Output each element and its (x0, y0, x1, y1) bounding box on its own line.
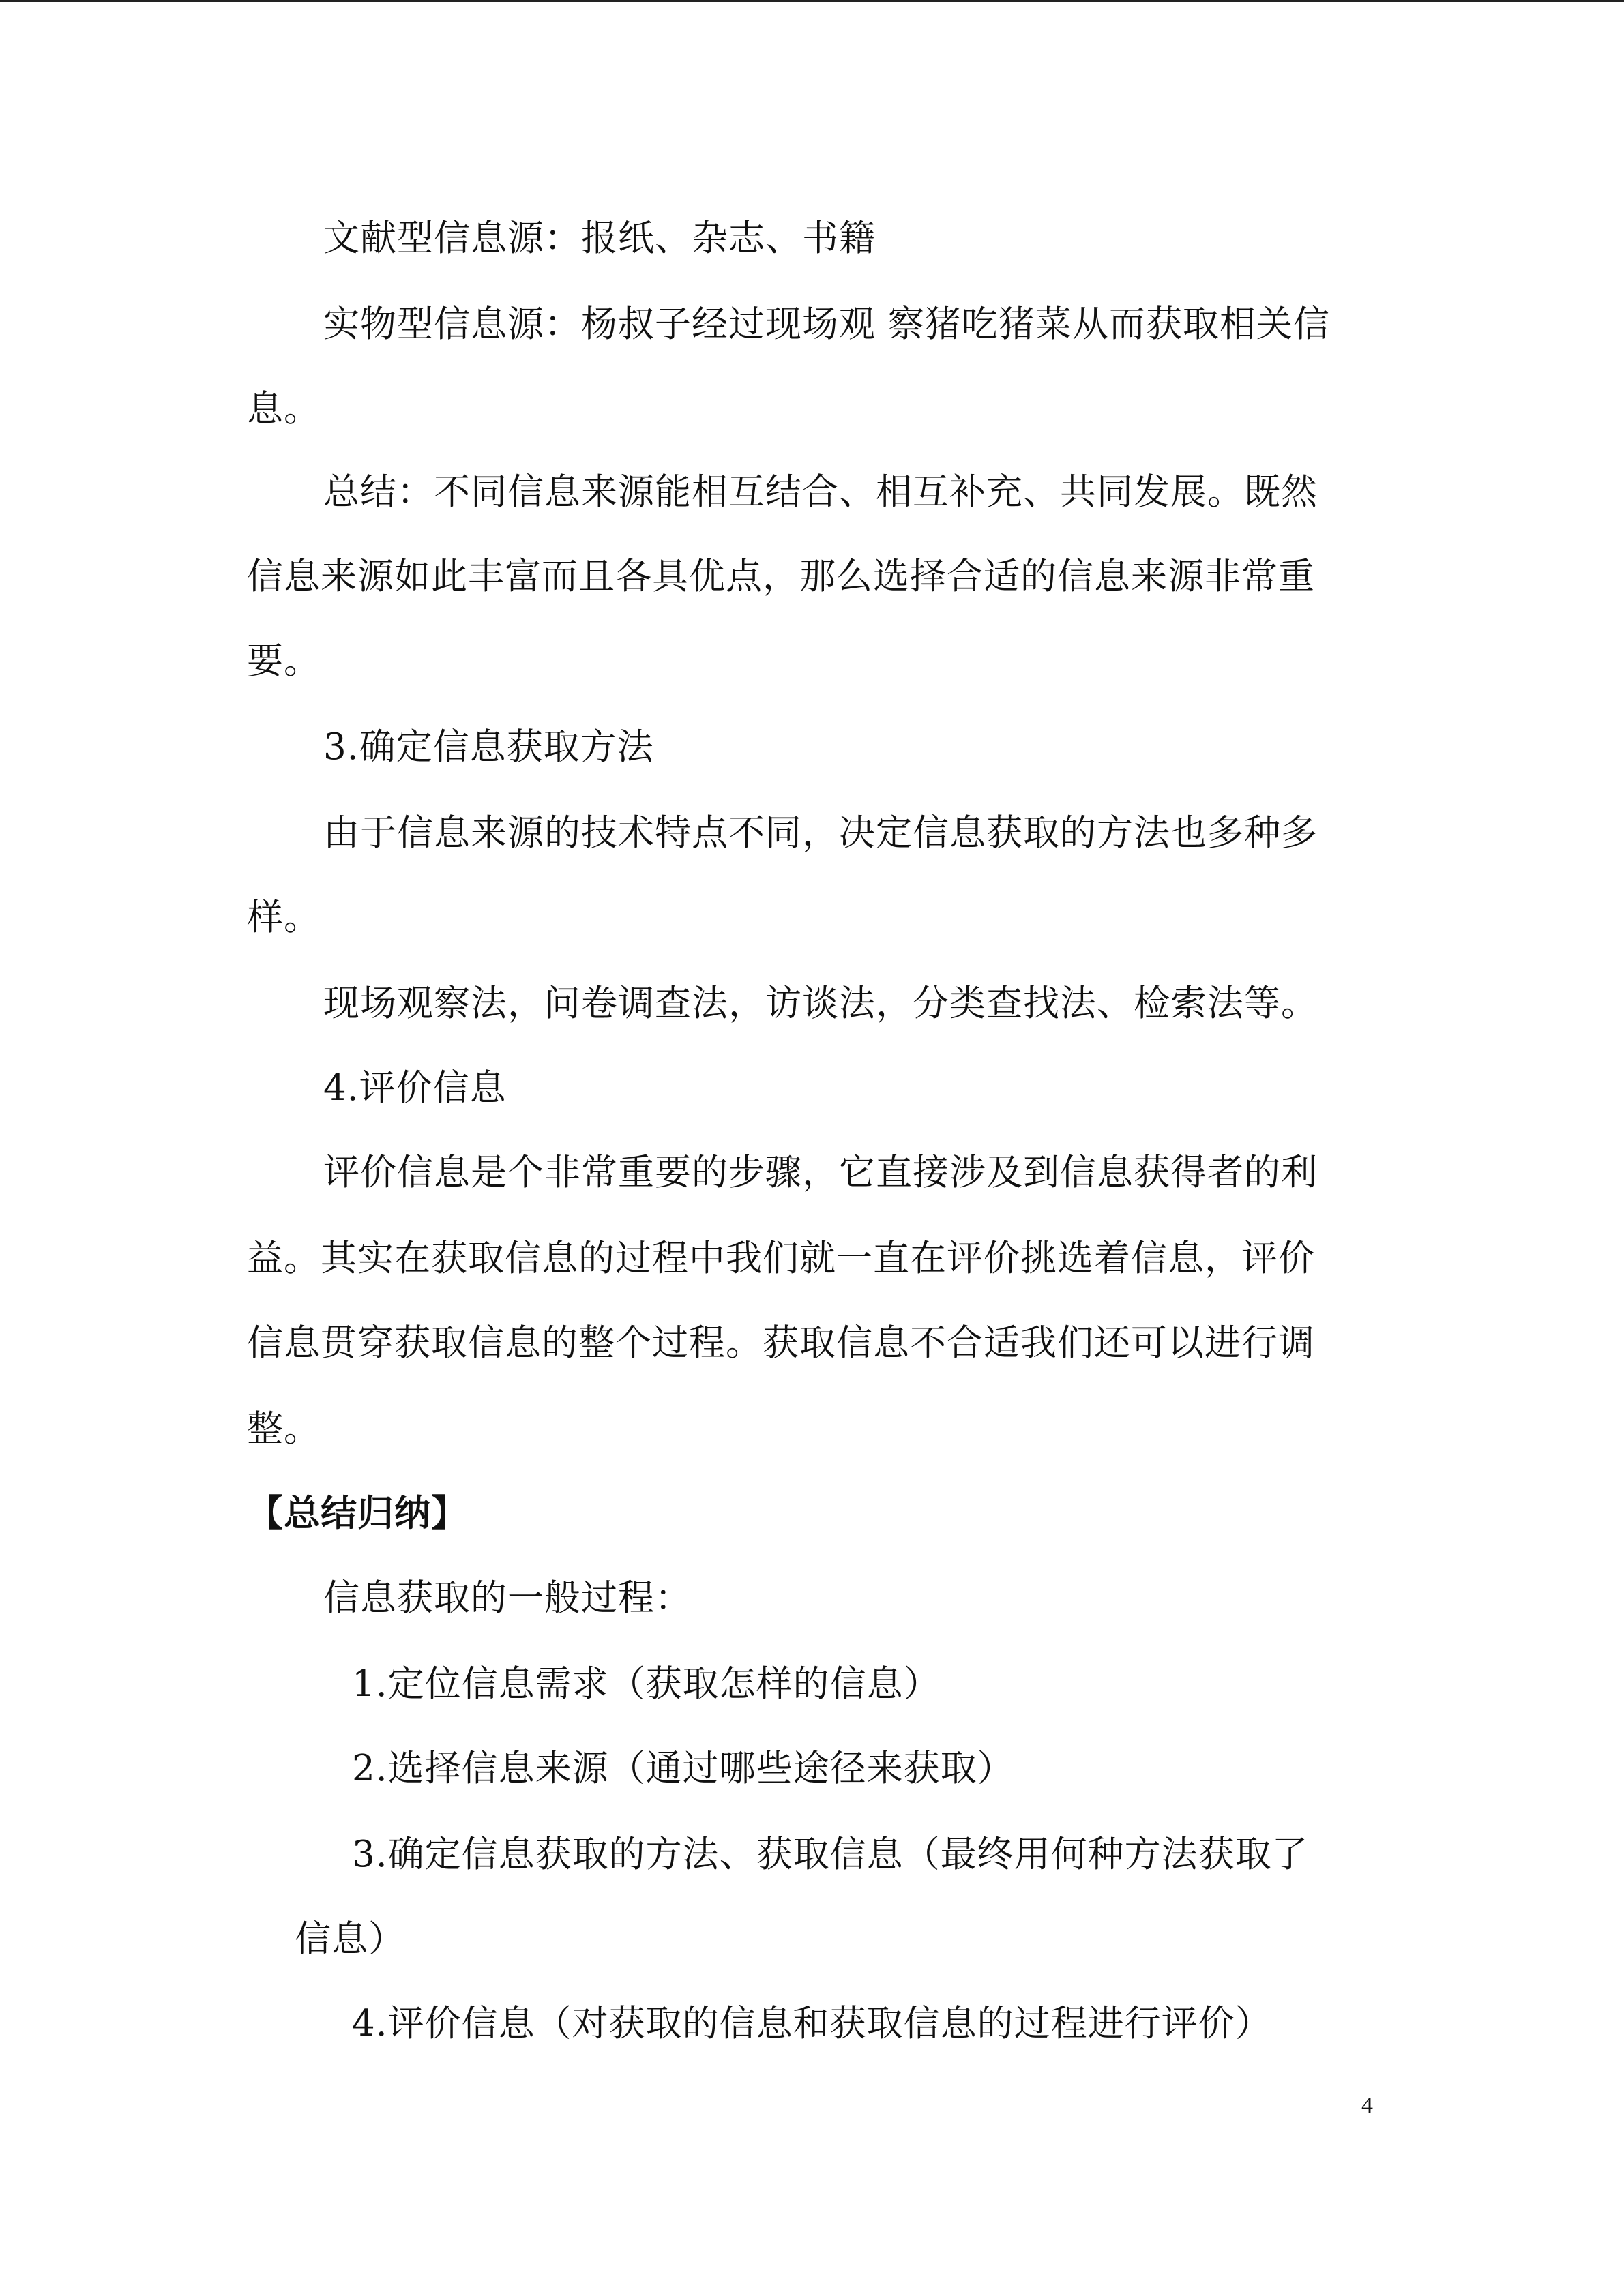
paragraph-line: 文献型信息源：报纸、杂志、书籍 (323, 218, 876, 259)
paragraph-line: 总结：不同信息来源能相互结合、相互补充、共同发展。既然 (323, 471, 1318, 513)
paragraph-line: 由于信息来源的技术特点不同，决定信息获取的方法也多种多 (323, 812, 1318, 854)
list-item-continuation: 信息） (295, 1918, 405, 1960)
paragraph-line: 信息来源如此丰富而且各具优点，那么选择合适的信息来源非常重 (247, 556, 1315, 597)
paragraph-line: 样。 (247, 897, 321, 938)
paragraph-line: 现场观察法，问卷调查法，访谈法，分类查找法、检索法等。 (323, 983, 1318, 1024)
list-item: 2.选择信息来源（通过哪些途径来获取） (352, 1748, 1014, 1789)
paragraph-line: 要。 (247, 640, 321, 682)
section-heading: 4.评价信息 (323, 1067, 507, 1109)
top-border-line (0, 0, 1624, 2)
page-number: 4 (1361, 2093, 1373, 2118)
paragraph-line: 信息贯穿获取信息的整个过程。获取信息不合适我们还可以进行调 (247, 1322, 1315, 1364)
paragraph-line: 评价信息是个非常重要的步骤，它直接涉及到信息获得者的利 (323, 1152, 1318, 1193)
list-item: 4.评价信息（对获取的信息和获取信息的过程进行评价） (352, 2003, 1272, 2044)
paragraph-line: 息。 (247, 388, 321, 430)
paragraph-line: 整。 (247, 1408, 321, 1450)
paragraph-line: 信息获取的一般过程： (323, 1577, 692, 1619)
list-item: 3.确定信息获取的方法、获取信息（最终用何种方法获取了 (352, 1834, 1309, 1875)
paragraph-line: 益。其实在获取信息的过程中我们就一直在评价挑选着信息，评价 (247, 1238, 1315, 1279)
list-item: 1.定位信息需求（获取怎样的信息） (352, 1663, 941, 1705)
section-heading: 3.确定信息获取方法 (323, 726, 654, 768)
summary-heading: 【总结归纳】 (247, 1493, 468, 1534)
paragraph-line: 实物型信息源：杨叔子经过现场观 察猪吃猪菜从而获取相关信 (323, 303, 1330, 345)
